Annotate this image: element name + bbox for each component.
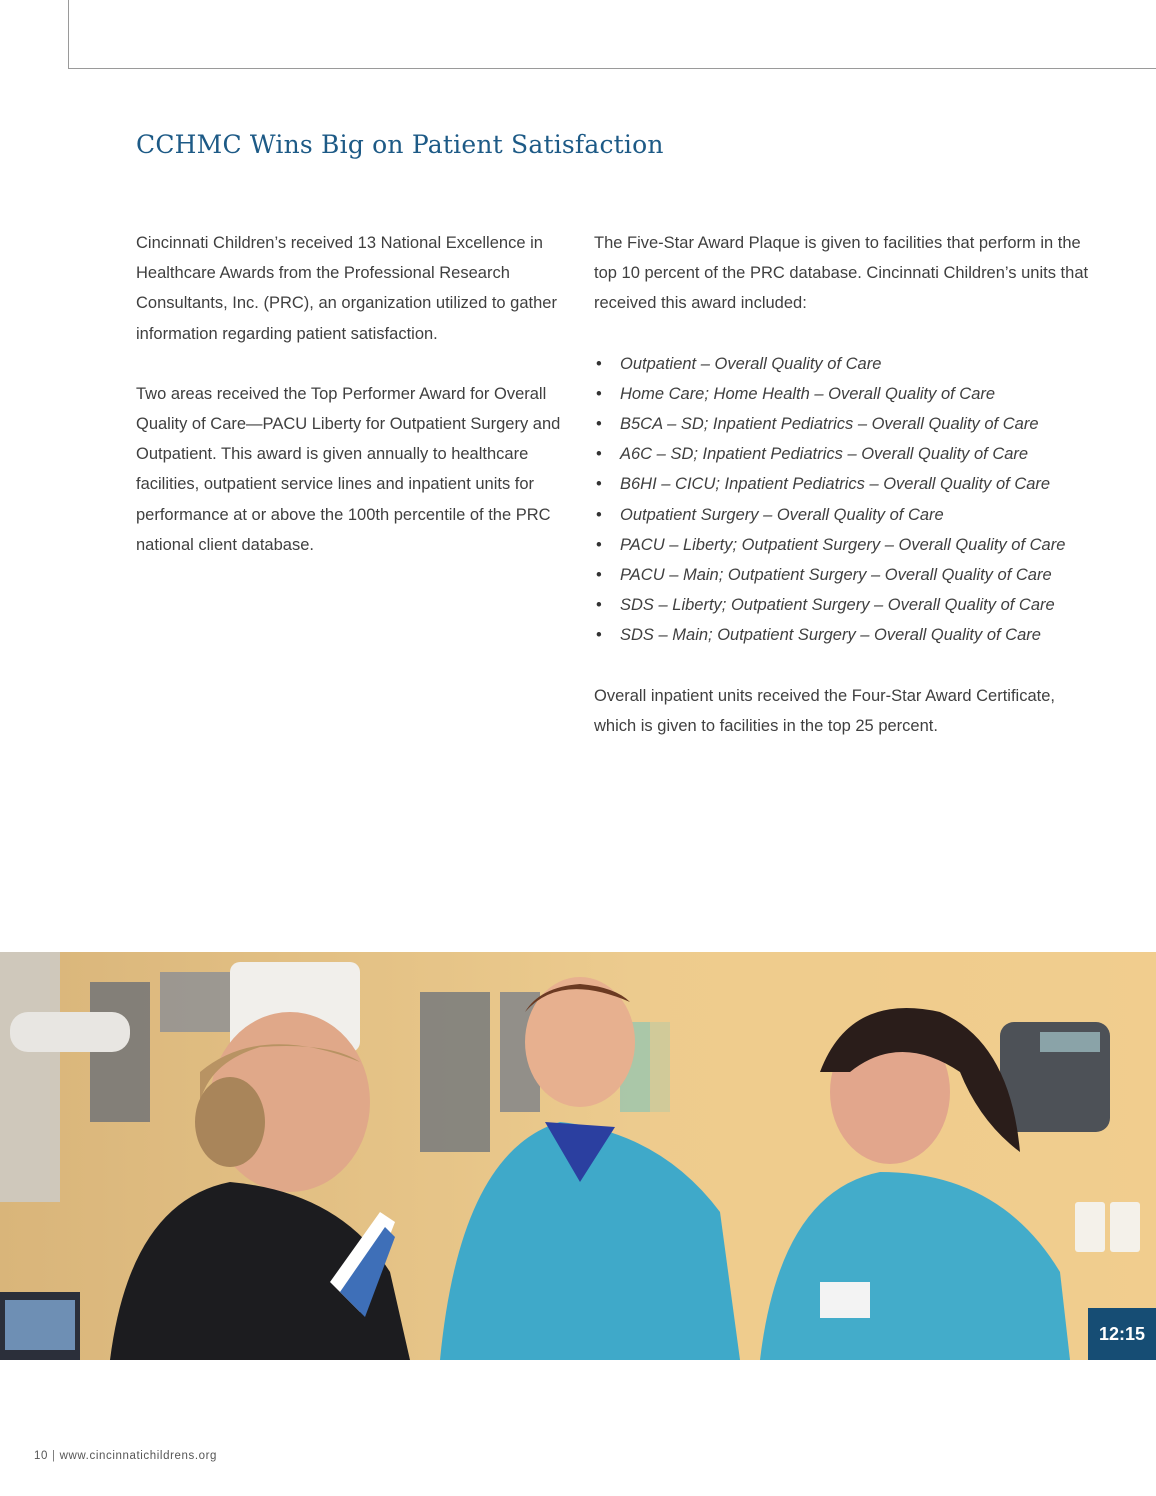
- list-item: • PACU – Liberty; Outpatient Surgery – Overall Quality of Care: [594, 530, 1094, 560]
- intro-paragraph: Cincinnati Children’s received 13 National Excellence in Healthcare Awards from the Professional Research Consultants, Inc. (PRC), an organization utilized to gather information regarding patient satisfaction.: [136, 234, 557, 343]
- page-number: 10: [34, 1450, 48, 1462]
- bullet-icon: •: [596, 475, 602, 494]
- list-item: • SDS – Main; Outpatient Surgery – Overall Quality of Care: [594, 620, 1094, 650]
- award-list: [594, 349, 1094, 651]
- staff-photo: [0, 952, 1156, 1360]
- page-title: CCHMC Wins Big on Patient Satisfaction: [136, 130, 664, 159]
- top-performer-paragraph: Two areas received the Top Performer Award for Overall Quality of Care—PACU Liberty for Outpatient Surgery and Outpatient. This award is given annually to healthcare facilities, outpatient service lines and inpatient units for performance at or above the 100th percentile of the PRC national client database.: [136, 384, 561, 554]
- footer-url[interactable]: www.cincinnatichildrens.org: [59, 1450, 218, 1462]
- list-item: • B5CA – SD; Inpatient Pediatrics – Overall Quality of Care: [594, 409, 1094, 439]
- list-item: • Outpatient Surgery – Overall Quality of Care: [594, 500, 1094, 530]
- list-item: • B6HI – CICU; Inpatient Pediatrics – Overall Quality of Care: [594, 469, 1094, 499]
- bullet-icon: •: [596, 384, 602, 403]
- list-item: • A6C – SD; Inpatient Pediatrics – Overall Quality of Care: [594, 439, 1094, 469]
- list-item: • PACU – Main; Outpatient Surgery – Overall Quality of Care: [594, 560, 1094, 590]
- bullet-icon: •: [596, 505, 602, 524]
- bullet-icon: •: [596, 535, 602, 554]
- list-item: • SDS – Liberty; Outpatient Surgery – Overall Quality of Care: [594, 590, 1094, 620]
- frame-line-horizontal: [68, 68, 1156, 69]
- left-column: [136, 228, 566, 560]
- bullet-icon: •: [596, 596, 602, 615]
- footer-separator: |: [52, 1450, 56, 1462]
- list-item: • Home Care; Home Health – Overall Quality of Care: [594, 379, 1094, 409]
- bullet-icon: •: [596, 354, 602, 373]
- bullet-icon: •: [596, 566, 602, 585]
- four-star-paragraph: Overall inpatient units received the Four-Star Award Certificate, which is given to facilities in the top 25 percent.: [594, 686, 1055, 735]
- bullet-icon: •: [596, 626, 602, 645]
- five-star-intro: The Five-Star Award Plaque is given to facilities that perform in the top 10 percent of the PRC database. Cincinnati Children’s units that received this award included:: [594, 234, 1089, 313]
- list-item: • Outpatient – Overall Quality of Care: [594, 349, 1094, 379]
- frame-line-vertical: [68, 0, 69, 69]
- bullet-icon: •: [596, 445, 602, 464]
- right-column: [594, 228, 1094, 741]
- footer: [34, 1450, 217, 1462]
- time-badge: 12:15: [1088, 1308, 1156, 1360]
- bullet-icon: •: [596, 415, 602, 434]
